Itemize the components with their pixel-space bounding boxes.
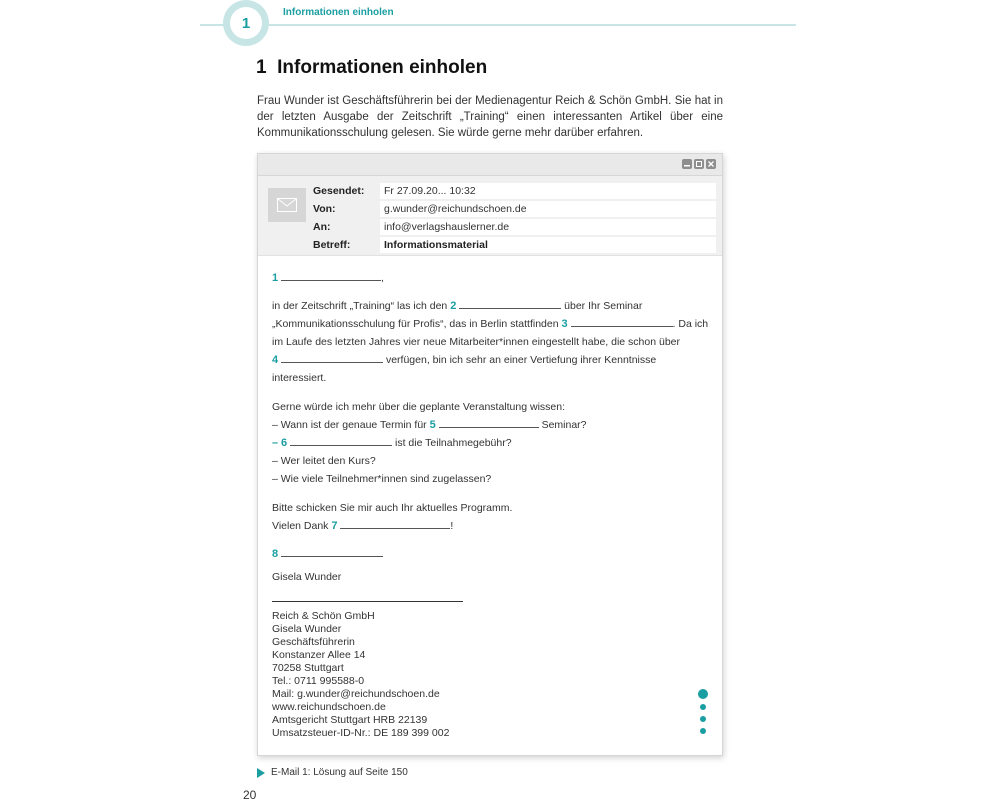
envelope-icon bbox=[268, 188, 306, 222]
signature-phone: Tel.: 0711 995588-0 bbox=[272, 675, 365, 687]
gap-blank-4[interactable] bbox=[281, 354, 383, 363]
gap-number-2: 2 bbox=[450, 300, 457, 312]
signature-divider bbox=[272, 601, 463, 602]
progress-dot-icon bbox=[700, 704, 706, 710]
from-label: Von: bbox=[313, 203, 336, 215]
subject-value: Informationsmaterial bbox=[380, 237, 716, 253]
body-text: in der Zeitschrift „Training“ las ich den bbox=[272, 300, 448, 312]
salutation-comma: , bbox=[381, 272, 384, 284]
page-title: 1 Informationen einholen bbox=[256, 57, 488, 78]
email-header bbox=[258, 176, 722, 256]
minimize-icon[interactable] bbox=[682, 159, 692, 169]
caption-text: E-Mail 1: Lösung auf Seite 150 bbox=[271, 767, 408, 778]
signature-register: Amtsgericht Stuttgart HRB 22139 bbox=[272, 714, 428, 726]
chapter-number: 1 bbox=[230, 7, 262, 39]
chapter-label: Informationen einholen bbox=[283, 7, 394, 18]
body-line-4 bbox=[272, 354, 656, 366]
signature-vat: Umsatzsteuer-ID-Nr.: DE 189 399 002 bbox=[272, 727, 450, 739]
body-text: ! bbox=[450, 520, 454, 532]
progress-dot-icon bbox=[700, 728, 706, 734]
progress-dot-icon bbox=[698, 689, 708, 699]
body-text: – Wann ist der genaue Termin für bbox=[272, 419, 427, 431]
body-text: über Ihr Seminar bbox=[564, 300, 643, 312]
signature-mail: Mail: g.wunder@reichundschoen.de bbox=[272, 688, 440, 700]
meta-row-from bbox=[313, 200, 716, 218]
header-rule-left bbox=[200, 24, 224, 26]
page-number: 20 bbox=[243, 788, 257, 800]
question-2 bbox=[272, 437, 512, 449]
gap-blank-3[interactable] bbox=[571, 318, 673, 327]
gap-number-8: 8 bbox=[272, 548, 279, 560]
subject-label: Betreff: bbox=[313, 239, 351, 251]
thanks-line bbox=[272, 520, 453, 532]
signature-city: 70258 Stuttgart bbox=[272, 662, 344, 674]
signature-company: Reich & Schön GmbH bbox=[272, 610, 375, 622]
meta-row-subject bbox=[313, 236, 716, 254]
gap-blank-6[interactable] bbox=[290, 437, 392, 446]
question-dash: – bbox=[272, 437, 279, 449]
meta-row-sent bbox=[313, 182, 716, 200]
meta-row-to bbox=[313, 218, 716, 236]
body-line-1 bbox=[272, 300, 642, 312]
sent-label: Gesendet: bbox=[313, 185, 365, 197]
body-text: Seminar? bbox=[541, 419, 587, 431]
chapter-badge bbox=[223, 0, 269, 46]
body-text: . Da ich bbox=[672, 318, 709, 330]
body-line-2 bbox=[272, 318, 708, 330]
from-value: g.wunder@reichundschoen.de bbox=[380, 201, 716, 217]
gap-number-7: 7 bbox=[331, 520, 338, 532]
to-label: An: bbox=[313, 221, 331, 233]
gap-blank-1[interactable] bbox=[281, 272, 381, 281]
paragraph-2-intro: Gerne würde ich mehr über die geplante Veranstaltung wissen: bbox=[272, 401, 566, 413]
body-text: verfügen, bin ich sehr an einer Vertiefung ihrer Kenntnisse bbox=[385, 354, 657, 366]
sender-name: Gisela Wunder bbox=[272, 571, 342, 583]
sent-value: Fr 27.09.20... 10:32 bbox=[380, 183, 716, 199]
question-1 bbox=[272, 419, 587, 431]
body-text: Vielen Dank bbox=[272, 520, 329, 532]
intro-paragraph: Frau Wunder ist Geschäftsführerin bei der Medienagentur Reich & Schön GmbH. Sie hat in der letzten Ausgabe der Zeitschrift „Training“ einen interessanten Artikel über eine Kommunikationsschulung gelesen. Sie würde gerne mehr darüber erfahren. bbox=[257, 95, 723, 139]
paragraph-3: Bitte schicken Sie mir auch Ihr aktuelles Programm. bbox=[272, 502, 513, 514]
restore-icon[interactable] bbox=[694, 159, 704, 169]
progress-dot-icon bbox=[700, 716, 706, 722]
email-window bbox=[257, 153, 723, 756]
gap-number-3: 3 bbox=[561, 318, 568, 330]
body-line-3: im Laufe des letzten Jahres vier neue Mitarbeiter*innen eingestellt habe, die schon über bbox=[272, 336, 680, 348]
window-titlebar bbox=[258, 154, 722, 176]
header-rule-right bbox=[268, 24, 796, 26]
signature-name: Gisela Wunder bbox=[272, 623, 342, 635]
close-icon[interactable] bbox=[706, 159, 716, 169]
gap-blank-5[interactable] bbox=[439, 419, 539, 428]
to-value: info@verlagshauslerner.de bbox=[380, 219, 716, 235]
gap-number-1: 1 bbox=[272, 272, 279, 284]
caption bbox=[257, 767, 408, 778]
gap-blank-2[interactable] bbox=[459, 300, 561, 309]
signature-role: Geschäftsführerin bbox=[272, 636, 355, 648]
salutation-line bbox=[272, 272, 384, 284]
gap-number-4: 4 bbox=[272, 354, 279, 366]
arrow-right-icon bbox=[257, 768, 265, 778]
closing-line bbox=[272, 548, 383, 560]
body-text: „Kommunikationsschulung für Profis“, das in Berlin stattfinden bbox=[272, 318, 559, 330]
question-4: – Wie viele Teilnehmer*innen sind zugelassen? bbox=[272, 473, 492, 485]
body-text: ist die Teilnahmegebühr? bbox=[395, 437, 512, 449]
window-controls bbox=[682, 159, 716, 169]
gap-number-5: 5 bbox=[429, 419, 436, 431]
gap-number-6: 6 bbox=[281, 437, 288, 449]
question-3: – Wer leitet den Kurs? bbox=[272, 455, 376, 467]
signature-street: Konstanzer Allee 14 bbox=[272, 649, 366, 661]
signature-web: www.reichundschoen.de bbox=[272, 701, 386, 713]
gap-blank-7[interactable] bbox=[340, 520, 450, 529]
body-line-5: interessiert. bbox=[272, 372, 327, 384]
gap-blank-8[interactable] bbox=[281, 548, 383, 557]
